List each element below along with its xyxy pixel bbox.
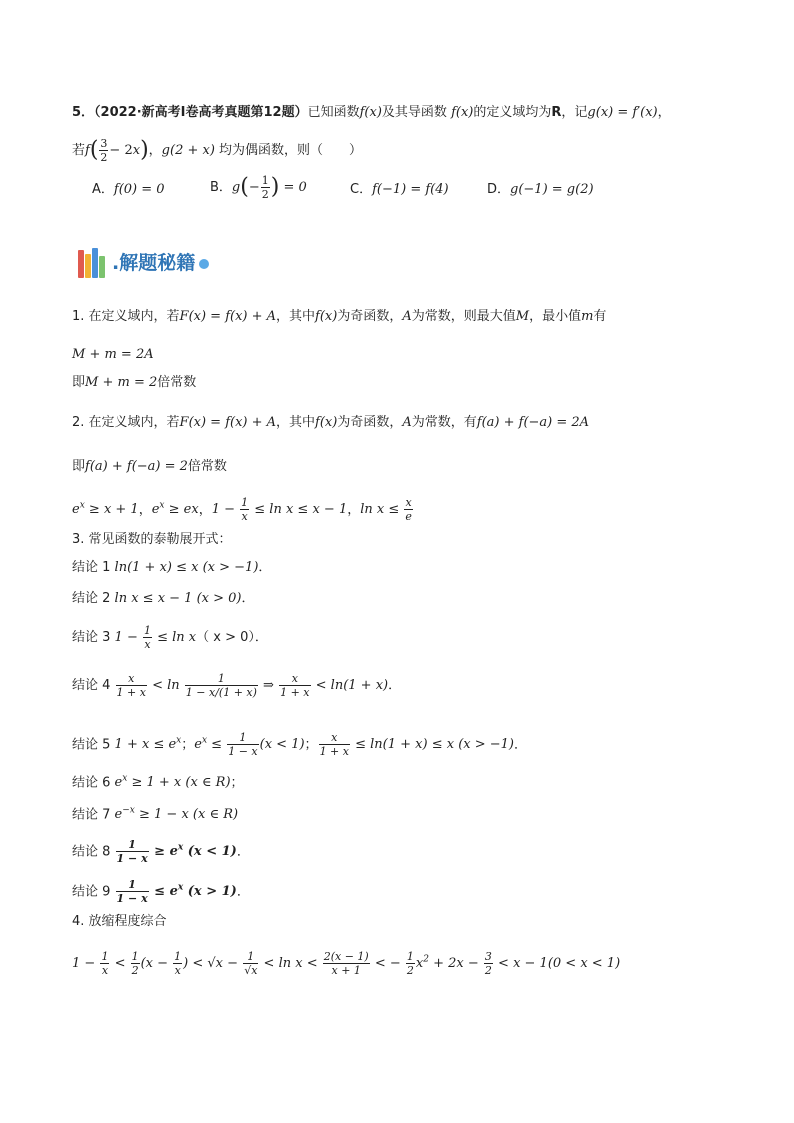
conclusion-1: 结论 1 ln(1 + x) ≤ x (x > −1)．: [72, 560, 272, 575]
tip-1-text-c: 为奇函数，: [337, 309, 403, 324]
books-icon: [78, 246, 110, 278]
option-b-expr: g(− $\frac{1}{2}$ ) = 0: [231, 174, 307, 201]
tip-2-text-e: 即: [72, 459, 86, 474]
problem-stem-8: 均为偶函数，则（ ）: [219, 143, 363, 158]
dot-icon: [199, 259, 209, 269]
option-b-label: B．: [210, 180, 232, 195]
tip-4-text: 4. 放缩程度综合: [72, 914, 167, 929]
problem-stem-6: 若: [72, 143, 86, 158]
tip-1-text-a: 1. 在定义域内，若: [72, 309, 180, 324]
option-c-label: C．: [350, 182, 373, 197]
problem-line-1: [72, 103, 671, 123]
tip-2-text-c: 为奇函数，: [337, 415, 403, 430]
problem-line-2: [72, 137, 362, 164]
tip-1-text-f: 有: [593, 309, 607, 324]
conclusion-6: 结论 6 $e^x \ge 1 + x$ (x ∈ R)；: [72, 774, 244, 791]
section-title: .解题秘籍: [112, 248, 209, 275]
problem-stem-7: ，: [148, 143, 162, 158]
real-set: R: [551, 105, 562, 120]
tip-2-note: 即f(a) + f(−a) = 2倍常数: [72, 459, 227, 474]
tip-2-text-d: 为常数，有: [411, 415, 477, 430]
conclusion-5: 结论 5 $1 + x \le e^x$；$e^x$ ≤ $\frac{1}{1 - x}$ (x < 1)； $\frac{x}{1 + x}$ ≤ ln(1 + x) ≤ x (x > −1)．: [72, 731, 528, 759]
tip-4-formula: 1 − $\frac{1}{x}$ < $\frac{1}{2}$ (x − $\frac{1}{x}$ ) < √x − $\frac{1}{√x}$ < ln x < $\frac{2(x - 1)}{x + 1}$ < − $\frac{1}{2}$ $x^2 + 2x$ − $\frac{3}{2}$ < x − 1(0 < x < 1): [72, 950, 621, 978]
tip-2-text-f: 倍常数: [187, 459, 227, 474]
tip-1-text-e: ，最小值: [529, 309, 582, 324]
inequality-row: $e^x \ge x + 1$，$e^x$ ≥ ex，1 − $\frac{1}{x}$ ≤ ln x ≤ x − 1，ln x ≤ $\frac{x}{e}$: [72, 496, 412, 524]
tip-2-text-a: 2. 在定义域内，若: [72, 415, 180, 430]
tip-1: [72, 307, 606, 327]
conclusion-8: 结论 8 $\frac{1}{1 - x}$ ≥ $e^x$ (x < 1)．: [72, 838, 250, 866]
formula-g-arg: g(2 + x): [161, 143, 215, 158]
conclusion-9: 结论 9 $\frac{1}{1 - x}$ ≤ $e^x$ (x > 1)．: [72, 878, 250, 906]
tip-2-text-b: ，其中: [276, 415, 316, 430]
tip-3-text: 3. 常见函数的泰勒展开式：: [72, 532, 232, 547]
option-a-expr: f(0) = 0: [113, 182, 165, 197]
problem-stem-2: 及其导函数: [381, 105, 447, 120]
option-d[interactable]: [487, 180, 594, 200]
symbol-m: m: [581, 309, 594, 324]
option-c[interactable]: [350, 180, 449, 200]
tip-1-text-h: 倍常数: [157, 375, 197, 390]
symbol-M: M: [515, 309, 530, 324]
formula-fx: f(x): [359, 105, 382, 120]
tip-1-text-g: 即: [72, 375, 86, 390]
formula-fx-2: f(x): [451, 105, 474, 120]
option-d-expr: g(−1) = g(2): [510, 182, 594, 197]
option-a[interactable]: [92, 180, 165, 200]
problem-number: 5．: [72, 105, 95, 120]
tip-3: [72, 530, 232, 550]
problem-stem-3: 的定义域均为: [473, 105, 552, 120]
option-c-expr: f(−1) = f(4): [372, 182, 449, 197]
conclusion-4: 结论 4 $\frac{x}{1 + x}$ < ln $\frac{1}{1 - x/(1 + x)}$ ⇒ $\frac{x}{1 + x}$ < ln(1 + x)．: [72, 672, 402, 699]
option-d-label: D．: [487, 182, 511, 197]
option-a-label: A．: [92, 182, 114, 197]
problem-source: （2022·新高考Ⅰ卷高考真题第12题）: [94, 105, 308, 120]
conclusion-7: 结论 7 $e^{-x} \ge 1 - x$ (x ∈ R): [72, 806, 239, 823]
symbol-A: A: [402, 309, 412, 324]
problem-stem-5: ，: [657, 105, 671, 120]
formula-F: F(x) = f(x) + A: [179, 309, 277, 324]
formula-f: f(x): [315, 309, 338, 324]
tip-1-text-b: ，其中: [276, 309, 316, 324]
option-b[interactable]: [210, 174, 307, 201]
problem-stem-1: 已知函数: [307, 105, 360, 120]
tip-1-text-d: 为常数，则最大值: [411, 309, 516, 324]
formula-f-arg: f( $\frac{3}{2}$ − 2x): [85, 137, 149, 164]
section-title-text: 解题秘籍: [119, 252, 196, 274]
tip-1-note: 即M + m = 2倍常数: [72, 375, 197, 390]
tip-4: [72, 912, 167, 932]
tip-1-eq: M + m = 2A: [72, 347, 154, 362]
formula-g-def: g(x) = f′(x): [587, 105, 658, 120]
conclusion-2: 结论 2 ln x ≤ x − 1 (x > 0)．: [72, 591, 255, 606]
problem-stem-4: ，记: [561, 105, 588, 120]
conclusion-3: 结论 3 1 − $\frac{1}{x}$ ≤ ln x（ x > 0）．: [72, 624, 268, 651]
tip-2: 2. 在定义域内，若F(x) = f(x) + A，其中f(x)为奇函数，A为常数，有f(a) + f(−a) = 2A: [72, 415, 590, 430]
